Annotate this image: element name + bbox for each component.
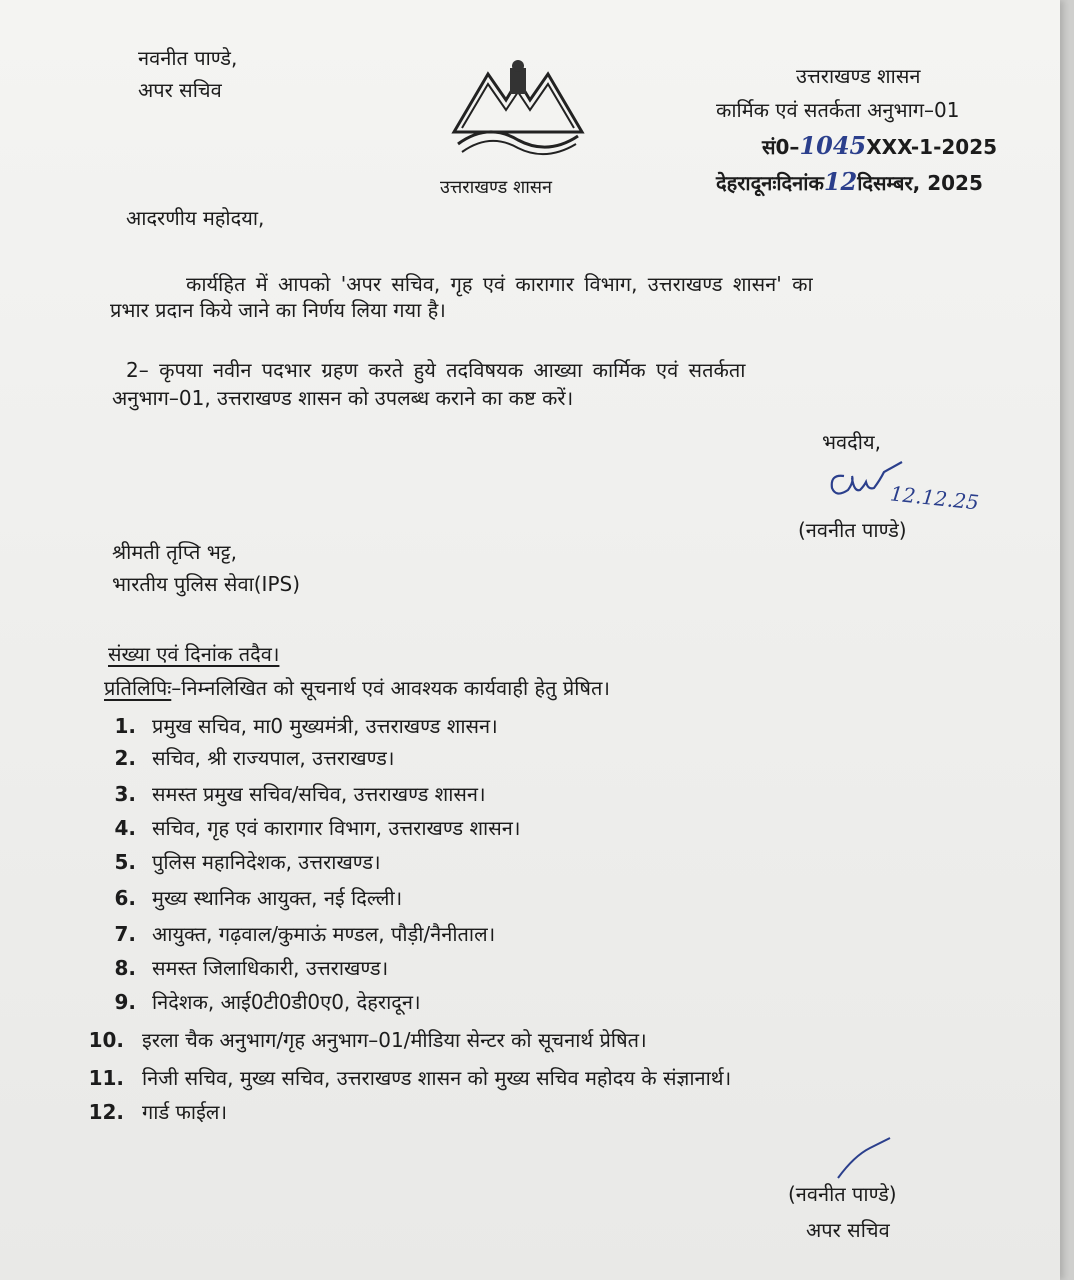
emblem-caption: उत्तराखण्ड शासन [440, 177, 553, 198]
list-item: गार्ड फाईल। [142, 1100, 228, 1124]
ref-handwritten: 1045 [799, 131, 867, 160]
copy-heading: संख्या एवं दिनांक तदैव। [108, 642, 280, 666]
addressee-service: भारतीय पुलिस सेवा(IPS) [112, 572, 301, 596]
list-item: इरला चैक अनुभाग/गृह अनुभाग–01/मीडिया सेन्टर को सूचनार्थ प्रेषित। [142, 1028, 647, 1052]
list-item: समस्त प्रमुख सचिव/सचिव, उत्तराखण्ड शासन। [152, 782, 486, 806]
list-item-number: 3. [114, 782, 136, 806]
list-item-number: 8. [114, 956, 136, 980]
list-item-number: 7. [114, 922, 136, 946]
list-item-number: 1. [114, 714, 136, 738]
uttarakhand-emblem-icon [448, 52, 588, 162]
list-item-number: 4. [114, 816, 136, 840]
list-item-number: 5. [114, 850, 136, 874]
sender-name: नवनीत पाण्डे, [138, 46, 238, 70]
reference-number: सं0–1045XXX-1-2025 [762, 131, 998, 160]
list-item: आयुक्त, गढ़वाल/कुमाऊं मण्डल, पौड़ी/नैनीताल। [152, 922, 496, 946]
list-item-number: 2. [114, 746, 136, 770]
salutation: आदरणीय महोदया, [126, 206, 265, 230]
office-section: कार्मिक एवं सतर्कता अनुभाग–01 [716, 98, 960, 122]
office-name: उत्तराखण्ड शासन [796, 64, 921, 88]
signature-date: 12.12.25 [888, 481, 981, 515]
list-item-number: 6. [114, 886, 136, 910]
signatory-name: (नवनीत पाण्डे) [798, 518, 907, 542]
list-item: सचिव, गृह एवं कारागार विभाग, उत्तराखण्ड शासन। [152, 816, 521, 840]
list-item-number: 12. [88, 1100, 124, 1124]
date-handwritten: 12 [823, 167, 858, 196]
letter-date: देहरादूनःदिनांक12दिसम्बर, 2025 [716, 167, 983, 196]
list-item: प्रमुख सचिव, मा0 मुख्यमंत्री, उत्तराखण्ड शासन। [152, 714, 498, 738]
list-item-number: 9. [114, 990, 136, 1014]
footer-name: (नवनीत पाण्डे) [788, 1182, 897, 1206]
list-item: समस्त जिलाधिकारी, उत्तराखण्ड। [152, 956, 389, 980]
para2-line1: 2– कृपया नवीन पदभार ग्रहण करते हुये तदविषयक आख्या कार्मिक एवं सतर्कता [126, 358, 746, 382]
list-item: निदेशक, आई0टी0डी0ए0, देहरादून। [152, 990, 421, 1014]
list-item-number: 10. [88, 1028, 124, 1052]
closing: भवदीय, [822, 430, 881, 454]
list-item: मुख्य स्थानिक आयुक्त, नई दिल्ली। [152, 886, 403, 910]
list-item: पुलिस महानिदेशक, उत्तराखण्ड। [152, 850, 381, 874]
list-item: सचिव, श्री राज्यपाल, उत्तराखण्ड। [152, 746, 395, 770]
footer-signature-mark [830, 1134, 900, 1184]
para1-line1: कार्यहित में आपको 'अपर सचिव, गृह एवं कारागार विभाग, उत्तराखण्ड शासन' का [186, 272, 813, 296]
para2-line2: अनुभाग–01, उत्तराखण्ड शासन को उपलब्ध कराने का कष्ट करें। [112, 386, 574, 410]
sender-designation: अपर सचिव [138, 78, 222, 102]
list-item-number: 11. [88, 1066, 124, 1090]
copy-label: प्रतिलिपिः [104, 676, 172, 700]
addressee-name: श्रीमती तृप्ति भट्ट, [112, 540, 237, 564]
footer-designation: अपर सचिव [806, 1218, 890, 1242]
copy-intro: प्रतिलिपिः–निम्नलिखित को सूचनार्थ एवं आवश्यक कार्यवाही हेतु प्रेषित। [104, 676, 610, 700]
list-item: निजी सचिव, मुख्य सचिव, उत्तराखण्ड शासन को मुख्य सचिव महोदय के संज्ञानार्थ। [142, 1066, 732, 1090]
para1-line2: प्रभार प्रदान किये जाने का निर्णय लिया गया है। [110, 298, 446, 322]
